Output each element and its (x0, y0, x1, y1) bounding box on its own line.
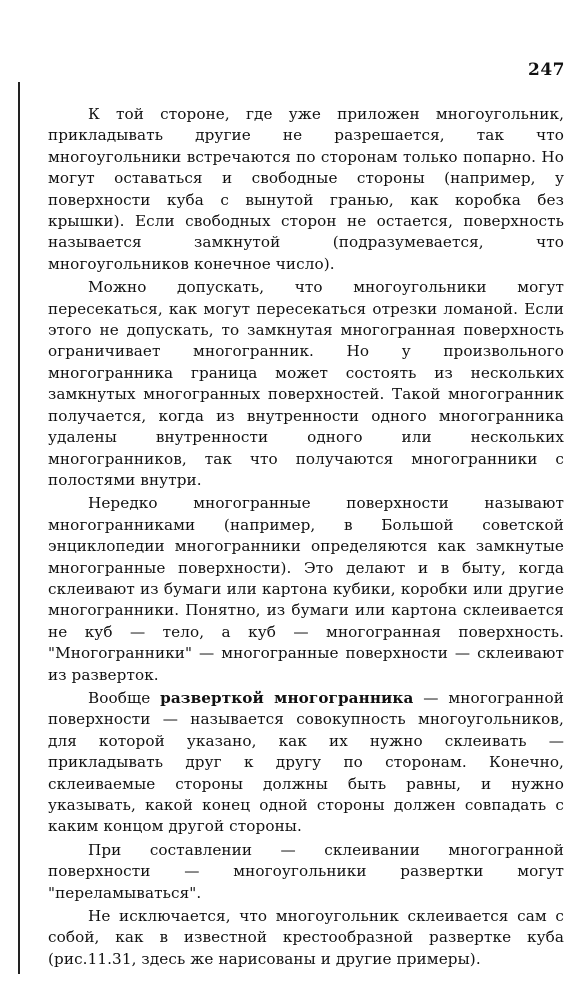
paragraph-4-rest: — многогранной поверхности — называется совокупность многоугольников, для которой указано, как их нужно склеивать — прикладывать друг к другу по сторонам. Конечно, склеиваемые стороны должны быть равны, и нужно указывать, какой конец одной стороны должен совпадать с каким концом другой стороны. (48, 688, 564, 836)
paragraph-5: При составлении — склеивании многогранной поверхности — многоугольники развертки могут "переламываться". (48, 840, 564, 902)
paragraph-6: Не исключается, что многоугольник склеивается сам с собой, как в известной крестообразной развертке куба (рис.11.31, здесь же нарисованы и другие примеры). (48, 907, 564, 968)
paragraph-4-lead: Вообще (88, 688, 161, 707)
margin-rule (18, 82, 20, 974)
page-number: 247 (528, 60, 565, 80)
paragraph-4 (48, 688, 564, 838)
paragraph-3: Нередко многогранные поверхности называют многогранниками (например, в Большой советской энциклопедии многогранники определяются как замкнутые многогранные поверхности). Это делают и в быту, когда склеивают из бумаги или картона кубики, коробки или другие многогранники. Понятно, из бумаги или картона склеивается не куб — тело, а куб — многогранная поверхность. "Многогранники" — многогранные поверхности — склеивают из разверток. (48, 494, 564, 684)
paragraph-2: Можно допускать, что многоугольники могут пересекаться, как могут пересекаться отрезки ломаной. Если этого не допускать, то замкнутая многогранная поверхность ограничивает многогранник. Но у произвольного многогранника граница может состоять из нескольких замкнутых многогранных поверхностей. Такой многогранник получается, когда из внутренности одного многогранника удалены внутренности одного или нескольких многогранников, так что получаются многогранники с полостями внутри. (48, 278, 564, 489)
paragraph-1: К той стороне, где уже приложен многоугольник, прикладывать другие не разрешается, так что многоугольники встречаются по сторонам только попарно. Но могут оставаться и свободные стороны (например, у поверхности куба с вынутой гранью, как коробка без крышки). Если свободных сторон не остается, поверхность называется замкнутой (подразумевается, что многоугольников конечное число). (48, 105, 564, 273)
page-body (48, 104, 564, 970)
defined-term: разверткой многогранника (160, 688, 414, 707)
